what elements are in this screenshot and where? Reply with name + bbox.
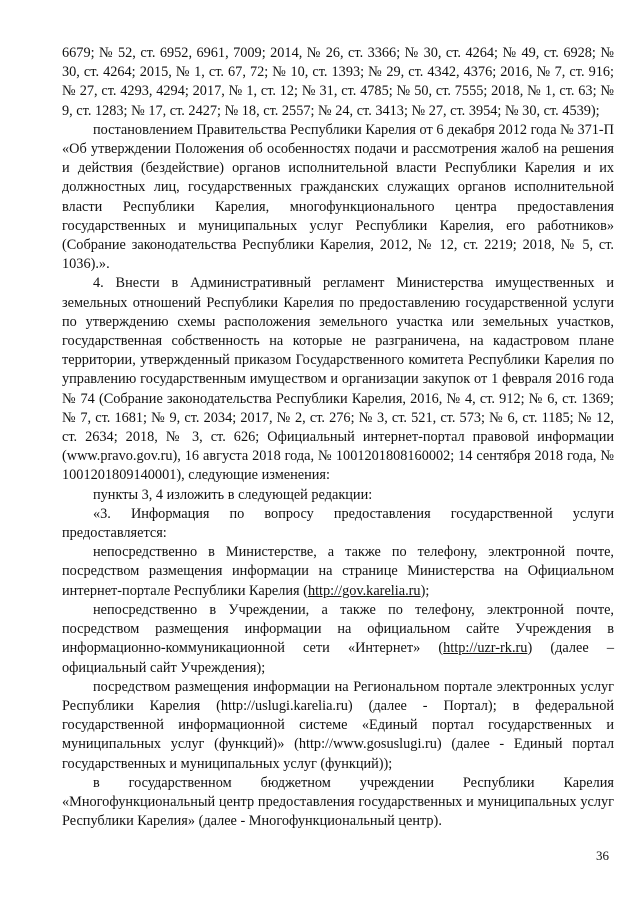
paragraph-government-decree: постановлением Правительства Республики Карелия от 6 декабря 2012 года № 371-П «Об утверждении Положения об особенностях подачи и рассмотрения жалоб на решения и действия (бездействие) органов исполнительной власти Республики Карелия и их должностных лиц, государственных гражданских служащих органов исполнительной власти Республики Карелия, многофункционального центра предоставления государственных и муниципальных услуг Республики Карелия, его работников» (Собрание законодательства Республики Карелия, 2012, № 12, ст. 2219; 2018, № 5, ст. 1036).». [62, 121, 614, 273]
paragraph-items-3-4-intro: пункты 3, 4 изложить в следующей редакции: [93, 486, 373, 503]
paragraph-item-4: 4. Внести в Административный регламент Министерства имущественных и земельных отношений Республики Карелия по предоставлению государственной услуги по утверждению схемы расположения земельного участка или земельных участков, государственная собственность на которые не разграничена, на кадастровом плане территории, утвержденный приказом Государственного комитета Республики Карелия по управлению государственным имуществом и организации закупок от 1 февраля 2016 года № 74 (Собрание законодательства Республики Карелия, 2016, № 4, ст. 912; № 6, ст. 1369; № 7, ст. 1681; № 9, ст. 2034; 2017, № 2, ст. 276; № 3, ст. 521, ст. 573; № 6, ст. 1185; № 12, ст. 2634; 2018, № 3, ст. 626; Официальный интернет-портал правовой информации (www.pravo.gov.ru), 16 августа 2018 года, № 1001201808160002; 14 сентября 2018 года, № 1001201809140001), следующие изменения: [62, 275, 614, 484]
ministry-link[interactable]: http://gov.karelia.ru [307, 582, 421, 599]
paragraph-mfc: в государственном бюджетном учреждении Республики Карелия «Многофункциональный центр предоставления государственных и муниципальных услуг Республики Карелия» (далее - Многофункциональный центр). [62, 774, 614, 830]
paragraph-institution-info [62, 601, 614, 678]
ministry-text-after: ); [420, 582, 430, 599]
paragraph-clause-3: «3. Информация по вопросу предоставления государственной услуги предоставляется: [62, 505, 614, 542]
institution-text-before: непосредственно в Учреждении, а также по телефону, электронной почте, посредством размещения информации на официальном сайте Учреждения в информационно-коммуникационной сети «Интернет» ( [62, 601, 614, 657]
page-number: 36 [596, 848, 609, 863]
document-body [62, 44, 614, 831]
institution-link[interactable]: http://uzr-rk.ru [443, 640, 528, 657]
institution-text-after: ) (далее – официальный сайт Учреждения); [62, 640, 615, 676]
paragraph-legislation-refs: 6679; № 52, ст. 6952, 6961, 7009; 2014, № 26, ст. 3366; № 30, ст. 4264; № 49, ст. 6928; № 30, ст. 4264; 2015, № 1, ст. 67, 72; № 10, ст. 1393; № 29, ст. 4342, 4376; 2016, № 7, ст. 916; № 27, ст. 4293, 4294; 2017, № 1, ст. 12; № 31, ст. 4785; № 50, ст. 7555; 2018, № 1, ст. 63; № 9, ст. 1283; № 17, ст. 2427; № 18, ст. 2557; № 24, ст. 3413; № 27, ст. 3954; № 30, ст. 4539); [62, 45, 614, 119]
paragraph-ministry-info [62, 543, 614, 601]
ministry-text-before: непосредственно в Министерстве, а также по телефону, электронной почте, посредством размещения информации на странице Министерства на Официальном интернет-портале Республики Карелия ( [62, 544, 614, 599]
paragraph-regional-portal: посредством размещения информации на Региональном портале электронных услуг Республики Карелия (http://uslugi.karelia.ru) (далее - Портал); в федеральной государственной информационной системе «Единый портал государственных и муниципальных услуг (функций)» (http://www.gosuslugi.ru) (далее - Единый портал государственных и муниципальных услуг (функций)); [62, 678, 614, 772]
